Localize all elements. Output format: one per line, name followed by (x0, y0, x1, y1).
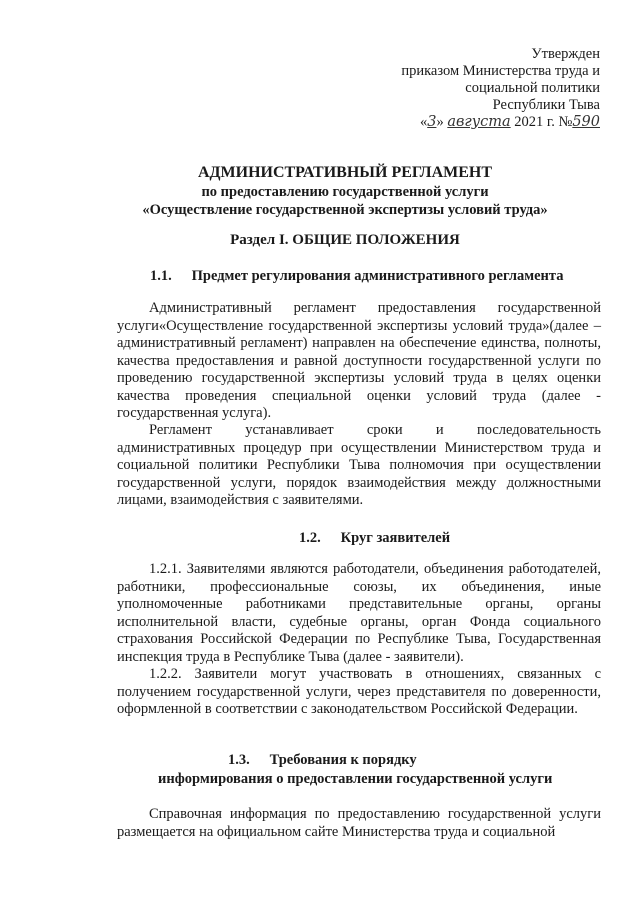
approval-stamp (370, 46, 600, 131)
subsection-title-line-1: Требования к порядку (269, 752, 417, 768)
approval-line-2: приказом Министерства труда и (401, 63, 600, 79)
date-close-quote: » (436, 114, 444, 130)
title-line-1: АДМИНИСТРАТИВНЫЙ РЕГЛАМЕНТ (197, 164, 493, 181)
approval-line-1: Утвержден (531, 46, 600, 62)
date-open-quote: « (419, 114, 428, 130)
subsection-1-1-heading (150, 268, 563, 285)
paragraph-1: Административный регламент предоставления государственной услуги«Осуществление государственной экспертизы условий труда»(далее – административный регламент) направлен на обеспечение единства, полноты, качества предоставления и равной доступности государственной услуги по проведению государственной экспертизы условий труда в целях оценки качества проведения специальной оценки условий труда (далее - государственная услуга). (117, 300, 601, 421)
title-line-3: «Осуществление государственной экспертизы условий труда» (142, 202, 548, 218)
document-title (90, 163, 600, 219)
approval-line-4: Республики Тыва (492, 97, 600, 113)
section-heading: Раздел I. ОБЩИЕ ПОЛОЖЕНИЯ (230, 232, 460, 248)
subsection-number: 1.1. (150, 268, 172, 284)
paragraph-5: Справочная информация по предоставлению государственной услуги размещается на официальном сайте Министерства труда и социальной (117, 806, 601, 840)
date-year: 2021 г. № (514, 114, 573, 130)
date-day: 3 (427, 114, 437, 130)
subsection-1-3-heading-line-2: информирования о предоставлении государственной услуги (158, 771, 553, 787)
paragraph-2: Регламент устанавливает сроки и последовательность административных процедур при осуществлении Министерством труда и социальной политики Республики Тыва полномочия при осуществлении государственной услуги, порядок взаимодействия между должностными лицами, взаимодействия с заявителями. (117, 422, 601, 508)
paragraph-4: 1.2.2. Заявители могут участвовать в отношениях, связанных с получением государственной услуги, через представителя по доверенности, оформленной в соответствии с законодательством Российской Федерации. (117, 666, 601, 717)
paragraph-3: 1.2.1. Заявителями являются работодатели, объединения работодателей, работники, профессиональные союзы, их объединения, иные уполномоченные работниками представительные органы, органы исполнительной власти, судебные органы, орган Фонда социального страхования Российской Федерации по Республике Тыва, Государственная инспекция труда в Республике Тыва (далее - заявители). (117, 561, 601, 665)
subsection-title: Круг заявителей (340, 530, 451, 546)
subsection-title: Предмет регулирования административного регламента (191, 268, 564, 284)
title-line-2: по предоставлению государственной услуги (201, 184, 489, 200)
approval-date (370, 114, 600, 131)
date-month: августа (447, 114, 511, 130)
date-number: 590 (572, 114, 600, 130)
subsection-number: 1.3. (228, 752, 250, 768)
subsection-number: 1.2. (299, 530, 321, 546)
approval-line-3: социальной политики (465, 80, 600, 96)
subsection-1-2-heading (299, 530, 450, 547)
subsection-1-3-heading (228, 752, 417, 769)
